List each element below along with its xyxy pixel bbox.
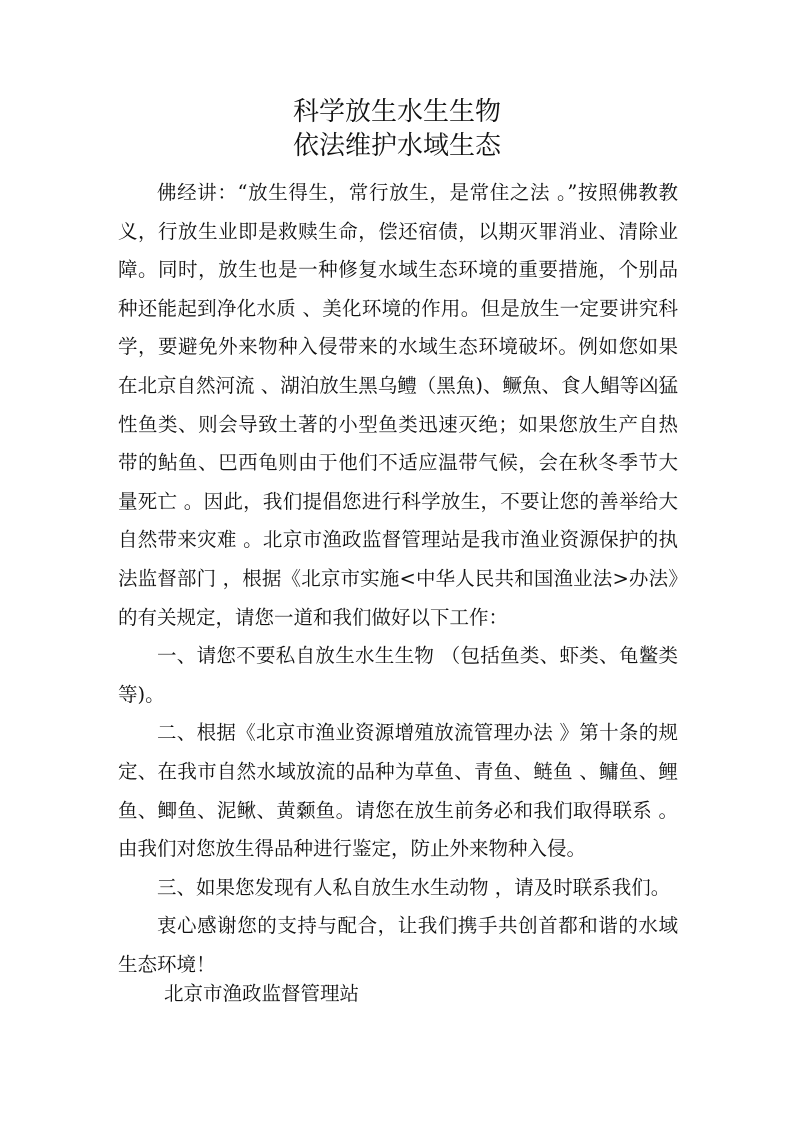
document-body (118, 174, 678, 984)
paragraph-item-3: 三、如果您发现有人私自放生水生动物 ，请及时联系我们。 (157, 875, 671, 899)
paragraph-item-2: 二、根据《北京市渔业资源增殖放流管理办法 》第十条的规定、在我市自然水域放流的品种为草鱼、青鱼、鲢鱼 、鳙鱼、鲤鱼、鲫鱼、泥鳅、黄颡鱼。请您在放生前务必和我们取得联系 。由我们对您放生得品种进行鉴定，防止外来物种入侵。 (118, 721, 678, 861)
title-line-1: 科学放生水生生物 (292, 97, 501, 127)
paragraph-intro: 佛经讲：“放生得生，常行放生，是常住之法 。”按照佛教教义，行放生业即是救赎生命，偿还宿债，以期灭罪消业、清除业障。同时，放生也是一种修复水域生态环境的重要措施，个别品种还能起到净化水质 、美化环境的作用。但是放生一定要讲究科学，要避免外来物种入侵带来的水域生态环境破坏。例如您如果在北京自然河流 、湖泊放生黑乌鳢（黑魚)、鳜魚、食人鲳等凶猛性鱼类、则会导致土著的小型鱼类迅速灭绝；如果您放生产自热带的鲇鱼、巴西龟则由于他们不适应温带气候，会在秋冬季节大量死亡 。因此，我们提倡您进行科学放生，不要让您的善举给大自然带来灾难 。北京市渔政监督管理站是我市渔业资源保护的执法监督部门 ，根据《北京市实施<中华人民共和国渔业法>办法》的有关规定，请您一道和我们做好以下工作： (118, 181, 678, 629)
title-line-2: 依法维护水域生态 (292, 131, 501, 161)
paragraph-closing: 衷心感谢您的支持与配合，让我们携手共创首都和谐的水域生态环境！ (118, 914, 678, 976)
paragraph-item-1: 一、请您不要私自放生水生生物 （包括鱼类、虾类、龟鳖类等)。 (118, 644, 678, 706)
signature: 北京市渔政监督管理站 (164, 982, 360, 1005)
